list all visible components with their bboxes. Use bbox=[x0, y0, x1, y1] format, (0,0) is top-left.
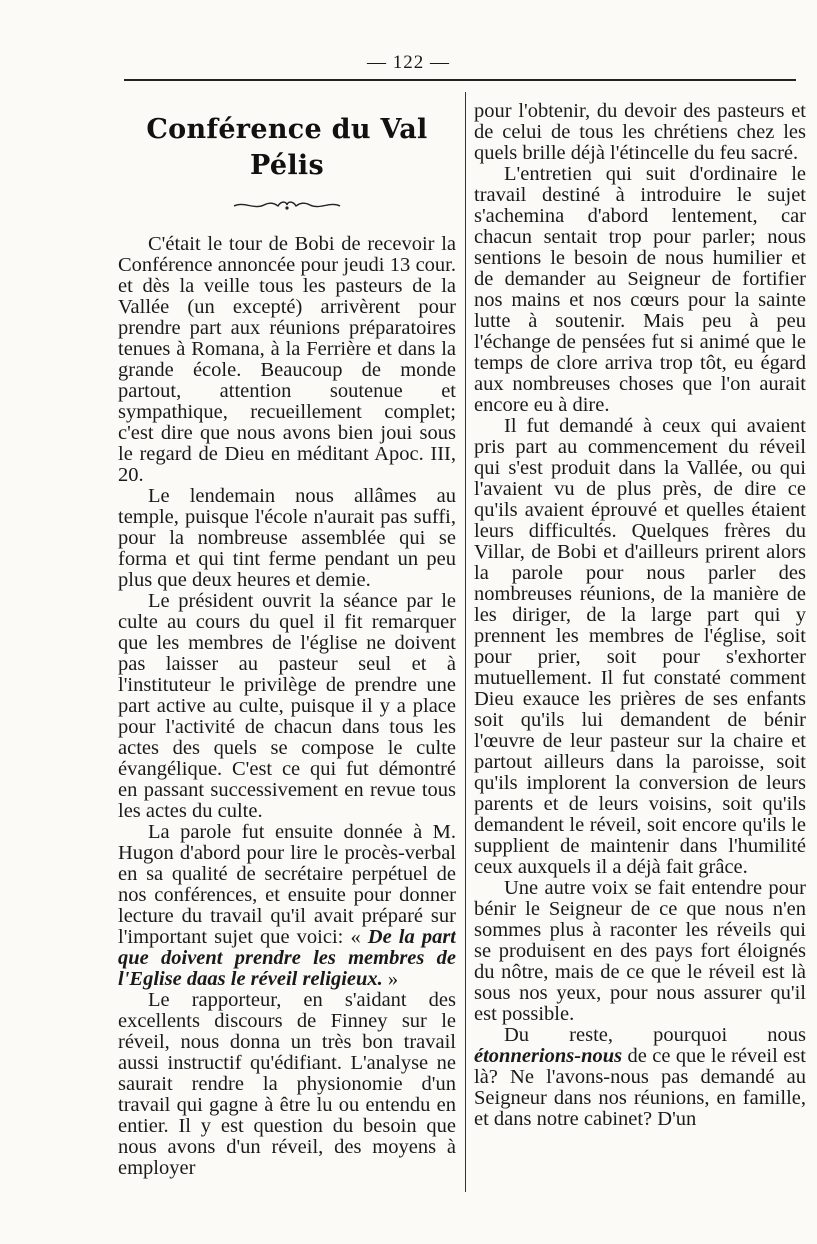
page-number: — 122 — bbox=[367, 52, 450, 73]
left-column-body bbox=[118, 234, 456, 1179]
paragraph bbox=[118, 990, 456, 1179]
paragraph bbox=[474, 164, 806, 416]
text-run: L'entretien qui suit d'ordinaire le travail destiné à introduire le sujet s'achemina d'abord lentement, car chacun sentait trop pour parler; nous sentions le besoin de nous humilier et de demander au Seigneur de fortifier nos mains et nos cœurs pour la sainte lutte à soutenir. Mais peu à peu l'échange de pensées fut si animé que le temps de clore arriva trop tôt, eu égard aux nombreuses choses que l'on aurait encore eu à dire. bbox=[474, 163, 806, 416]
text-run: Le rapporteur, en s'aidant des excellents discours de Finney sur le réveil, nous donna un très bon travail aussi instructif qu'édifiant. L'analyse ne saurait rendre la physionomie d'un travail qui gagne à être lu ou entendu en entier. Il y est question du besoin que nous avons d'un réveil, des moyens à employer bbox=[118, 989, 456, 1179]
paragraph bbox=[118, 591, 456, 822]
text-run: de ce que le réveil est là? Ne l'avons-nous pas demandé au Seigneur dans nos réunions, en famille, et dans notre cabinet? D'un bbox=[474, 1045, 806, 1130]
text-run: Le lendemain nous allâmes au temple, puisque l'école n'aurait pas suffi, pour la nombreuse assemblée qui se forma et qui tint ferme pendant un peu plus que deux heures et demie. bbox=[118, 485, 456, 591]
left-column bbox=[118, 100, 456, 1192]
article-title: Conférence du Val Pélis bbox=[146, 114, 428, 181]
paragraph bbox=[474, 416, 806, 878]
paragraph bbox=[474, 878, 806, 1025]
fleuron-ornament-icon bbox=[232, 198, 342, 212]
right-column bbox=[474, 101, 806, 1191]
text-run: Une autre voix se fait entendre pour bénir le Seigneur de ce que nous n'en sommes plus à raconter les réveils qui se produisent en des pays fort éloignés du nôtre, mais de ce que le réveil est là sous nos yeux, pour nous assurer qu'il est possible. bbox=[474, 877, 806, 1025]
paragraph bbox=[474, 1025, 806, 1130]
emphasized-text: De la part que doivent prendre les membres de l'Eglise daas le réveil religieux. bbox=[118, 926, 456, 990]
right-column-body bbox=[474, 101, 806, 1130]
text-run: La parole fut ensuite donnée à M. Hugon d'abord pour lire le procès-verbal en sa qualité de secrétaire perpétuel de nos conférences, et ensuite pour donner lecture du travail qu'il avait préparé sur l'important sujet que voici: « bbox=[118, 821, 456, 948]
text-run: Du reste, pourquoi nous bbox=[504, 1024, 806, 1046]
paragraph bbox=[118, 486, 456, 591]
column-divider bbox=[465, 92, 466, 1192]
text-run: Il fut demandé à ceux qui avaient pris part au commencement du réveil qui s'est produit dans la Vallée, ou qui l'avaient vu de plus près, de dire ce qu'ils avaient éprouvé et quelles étaient leurs difficultés. Quelques frères du Villar, de Bobi et d'ailleurs prirent alors la parole pour nous parler des nombreuses réunions, de la manière de les diriger, de la large part qui y prennent les membres de l'église, soit pour prier, soit pour s'exhorter mutuellement. Il fut constaté comment Dieu exauce les prières de ses enfants soit qu'ils lui demandent de bénir l'œuvre de leur pasteur sur la chaire et partout ailleurs dans la paroisse, soit qu'ils implorent la conversion de leurs parents et de leurs voisins, soit qu'ils demandent le réveil, soit encore qu'ils le supplient de maintenir dans l'humilité ceux auxquels il a déjà fait grâce. bbox=[474, 415, 806, 878]
paragraph bbox=[118, 234, 456, 486]
text-run: pour l'obtenir, du devoir des pasteurs et de celui de tous les chrétiens chez les quels brille déjà l'étincelle du feu sacré. bbox=[474, 101, 806, 164]
paragraph bbox=[474, 101, 806, 164]
paragraph bbox=[118, 822, 456, 990]
header-rule bbox=[124, 79, 796, 81]
emphasized-text: étonnerions-nous bbox=[474, 1045, 623, 1067]
text-run: Le président ouvrit la séance par le culte au cours du quel il fit remarquer que les membres de l'église ne doivent pas laisser au pasteur seul et à l'instituteur le privilège de prendre une part active au culte, puisque il y a place pour l'activité de chacun dans tous les actes des quels se compose le culte évangélique. C'est ce qui fut démontré en passant successivement en revue tous les actes du culte. bbox=[118, 590, 456, 822]
text-run: » bbox=[382, 968, 399, 990]
text-run: C'était le tour de Bobi de recevoir la Conférence annoncée pour jeudi 13 cour. et dès la veille tous les pasteurs de la Vallée (un excepté) arrivèrent pour prendre part aux réunions préparatoires tenues à Romana, à la Ferrière et dans la grande école. Beaucoup de monde partout, attention soutenue et sympathique, recueillement complet; c'est dire que nous avons bien joui sous le regard de Dieu en méditant Apoc. III, 20. bbox=[118, 233, 456, 486]
